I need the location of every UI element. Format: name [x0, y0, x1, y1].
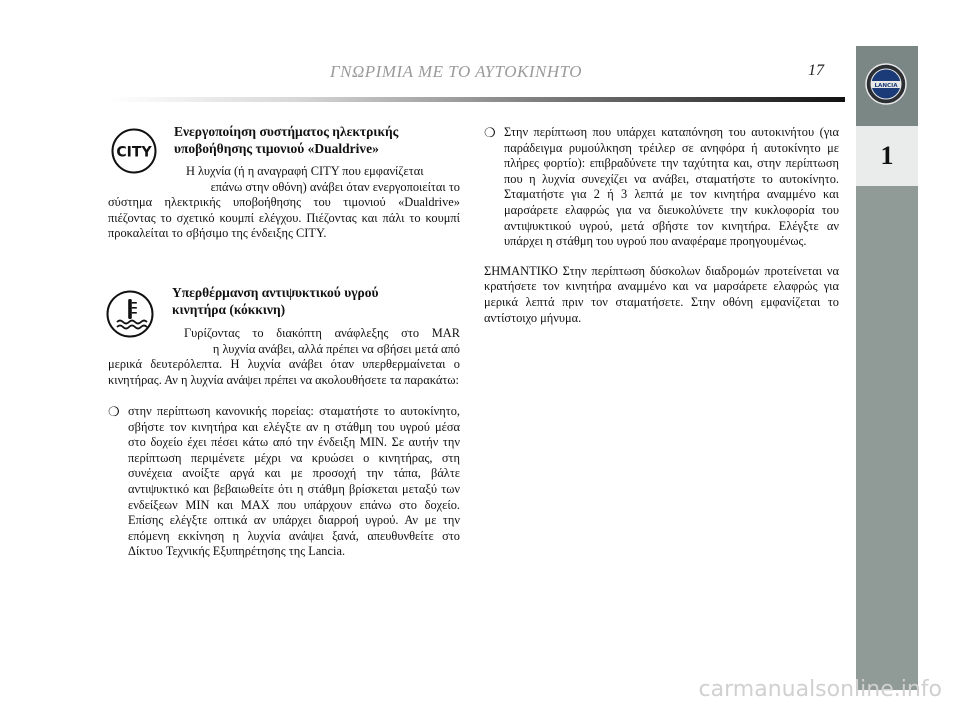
city-icon-label: CITY — [116, 144, 152, 161]
city-title-line2: υποβοήθησης τιμονιού «Dualdrive» — [174, 140, 379, 156]
important-note: ΣΗΜΑΝΤΙΚΟ Στην περίπτωση δύσκολων διαδρομών προτείνεται να κρατήσετε τον κινητήρα αναμμένο και να μαρσάρετε ελαφρώς για μερικά λεπτά πριν τον σταματήσετε. Στην οθόνη εμφανίζεται το αντίστοιχο μήνυμα. — [484, 263, 839, 325]
city-body — [108, 195, 460, 242]
city-title-line1: Ενεργοποίηση συστήματος ηλεκτρικής — [174, 124, 399, 139]
coolant-title-line1: Υπερθέρμανση αντιψυκτικού υγρού — [172, 285, 379, 300]
city-icon — [111, 128, 157, 174]
coolant-body-line2: η λυχνία ανάβει, αλλά πρέπει να σβήσει μετά από — [212, 341, 460, 356]
coolant-body-line1: Γυρίζοντας το διακόπτη ανάφλεξης στο MAR — [184, 326, 460, 340]
coolant-body — [108, 357, 460, 388]
right-column — [484, 125, 839, 326]
watermark: carmanualsonline.info — [698, 677, 942, 702]
city-body-line2: επάνω στην οθόνη) ανάβει όταν ενεργοποιείται το — [210, 179, 460, 194]
coolant-bullet — [108, 404, 460, 560]
bullet-icon: ❍ — [108, 404, 120, 419]
coolant-body-top — [172, 326, 460, 357]
city-body-rest: σύστημα ηλεκτρικής υποβοήθησης του τιμονιού «Dualdrive» πιέζοντας το σχετικό κουμπί ελέγχου. Πιέζοντας και πάλι το κουμπί προκαλείται το σβήσιμο της ένδειξης CITY. — [108, 195, 460, 241]
header-rule — [110, 97, 845, 102]
lancia-logo-icon — [865, 63, 907, 105]
coolant-title-line2: κινητήρα (κόκκινη) — [172, 301, 286, 317]
chapter-number: 1 — [856, 126, 918, 186]
coolant-title — [172, 285, 460, 318]
coolant-body-rest: μερικά δευτερόλεπτα. Η λυχνία ανάβει όταν υπερθερμαίνεται ο κινητήρας. Αν η λυχνία ανάψει πρέπει να ακολουθήσετε τα παρακάτω: — [108, 357, 460, 387]
logo-box — [856, 46, 918, 126]
right-bullet-text: Στην περίπτωση που υπάρχει καταπόνηση του αυτοκινήτου (για παράδειγμα ρυμούλκηση τρέιλερ σε ανηφόρα ή αυτοκίνητο με πλήρες φορτίο): επιβραδύνετε την ταχύτητα και, στην περίπτωση που η λυχνία συνεχίζει να ανάβει, σταματήστε το αυτοκίνητο. Σταματήστε για 2 ή 3 λεπτά με τον κινητήρα αναμμένο και μαρσάρετε ελαφρώς για να διευκολύνετε την κυκλοφορία του αντιψυκτικού υγρού, μετά σβήστε τον κινητήρα. Ελέγξτε αν υπάρχει η στάθμη του υγρού που αναφέραμε προηγουμένως. — [504, 125, 839, 249]
running-header-title: ΓΝΩΡΙΜΙΑ ΜΕ ΤΟ ΑΥΤΟΚΙΝΗΤΟ — [330, 62, 583, 81]
city-body-top — [174, 164, 460, 195]
logo-text: LANCIA — [874, 83, 898, 89]
coolant-bullet-text: στην περίπτωση κανονικής πορείας: σταματήστε το αυτοκίνητο, σβήστε τον κινητήρα και ελέγξτε αν η στάθμη του υγρού μέσα στο δοχείο έχει πέσει κάτω από την ένδειξη MIN. Σε αυτήν την περίπτωση περιμένετε μέχρι να κρυώσει ο κινητήρας, στη συνέχεια ανοίξτε αργά και με προσοχή την τάπα, βάλτε αντιψυκτικό και βεβαιωθείτε ότι η στάθμη βρίσκεται μεταξύ των ενδείξεων MIN και MAX που υπάρχουν επάνω στο δοχείο. Επίσης ελέγξτε οπτικά αν υπάρχει διαρροή υγρού. Αν με την επόμενη εκκίνηση η λυχνία ανάψει ξανά, απευθυνθείτε στο Δίκτυο Τεχνικής Εξυπηρέτησης της Lancia. — [128, 404, 460, 559]
city-body-line1: Η λυχνία (ή η αναγραφή CITY που εμφανίζεται — [186, 164, 424, 178]
chapter-sidebar — [856, 46, 918, 690]
bullet-icon: ❍ — [484, 125, 496, 140]
city-title — [174, 124, 460, 157]
page-number: 17 — [808, 62, 824, 79]
coolant-temperature-icon — [106, 290, 154, 338]
